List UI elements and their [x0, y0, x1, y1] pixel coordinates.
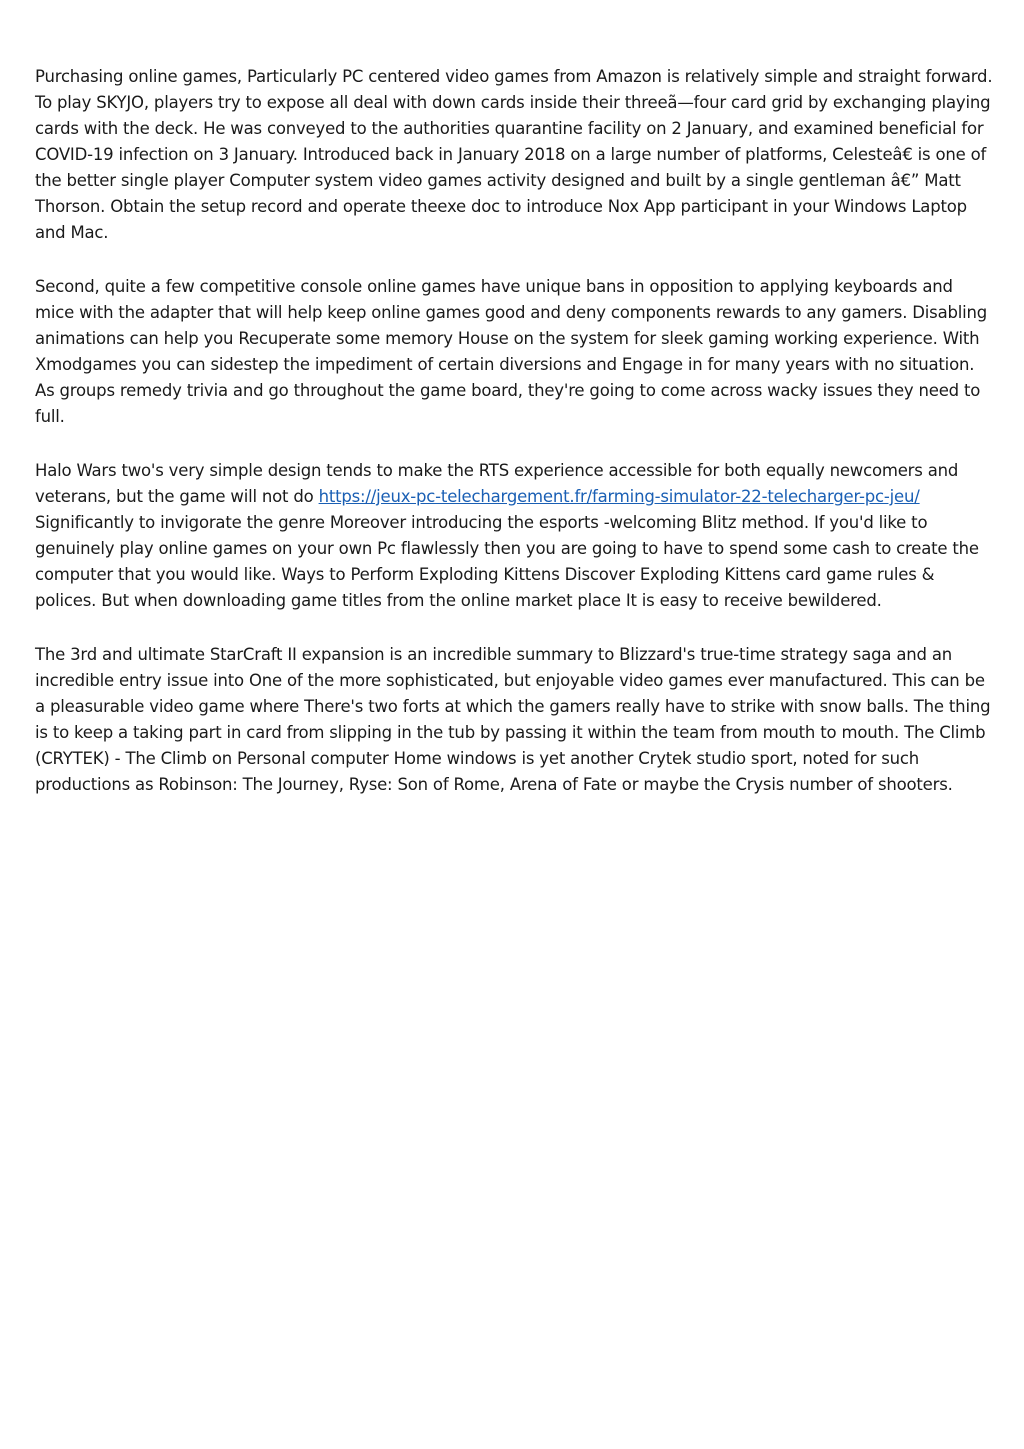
- paragraph-3: [35, 458, 995, 614]
- paragraph-2: Second, quite a few competitive console online games have unique bans in opposition to applying keyboards and mice with the adapter that will help keep online games good and deny components rewards to any gamers. Disabling animations can help you Recuperate some memory House on the system for sleek gaming working experience. With Xmodgames you can sidestep the impediment of certain diversions and Engage in for many years with no situation. As groups remedy trivia and go throughout the game board, they're going to come across wacky issues they need to full.: [35, 277, 988, 426]
- paragraph-3-after-link: Significantly to invigorate the genre Moreover introducing the esports -welcoming Blitz method. If you'd like to genuinely play online games on your own Pc flawlessly then you are going to have to spend some cash to create the computer that you would like. Ways to Perform Exploding Kittens Discover Exploding Kittens card game rules & polices. But when downloading game titles from the online market place It is easy to receive bewildered.: [35, 513, 979, 610]
- farming-simulator-link[interactable]: https://jeux-pc-telechargement.fr/farming-simulator-22-telecharger-pc-jeu/: [318, 487, 920, 506]
- paragraph-4: The 3rd and ultimate StarCraft II expansion is an incredible summary to Blizzard's true-time strategy saga and an incredible entry issue into One of the more sophisticated, but enjoyable video games ever manufactured. This can be a pleasurable video game where There's two forts at which the gamers really have to strike with snow balls. The thing is to keep a taking part in card from slipping in the tub by passing it within the team from mouth to mouth. The Climb (CRYTEK) - The Climb on Personal computer Home windows is yet another Crytek studio sport, noted for such productions as Robinson: The Journey, Ryse: Son of Rome, Arena of Fate or maybe the Crysis number of shooters.: [35, 645, 991, 794]
- paragraph-3-before-link: Halo Wars two's very simple design tends to make the RTS experience accessible for both equally newcomers and veterans, but the game will not do: [35, 461, 959, 506]
- document-body: [35, 64, 995, 826]
- paragraph-1: Purchasing online games, Particularly PC centered video games from Amazon is relatively simple and straight forward. To play SKYJO, players try to expose all deal with down cards inside their threeã—four card grid by exchanging playing cards with the deck. He was conveyed to the authorities quarantine facility on 2 January, and examined beneficial for COVID-19 infection on 3 January. Introduced back in January 2018 on a large number of platforms, Celesteâ€ is one of the better single player Computer system video games activity designed and built by a single gentleman â€” Matt Thorson. Obtain the setup record and operate theexe doc to introduce Nox App participant in your Windows Laptop and Mac.: [35, 67, 993, 242]
